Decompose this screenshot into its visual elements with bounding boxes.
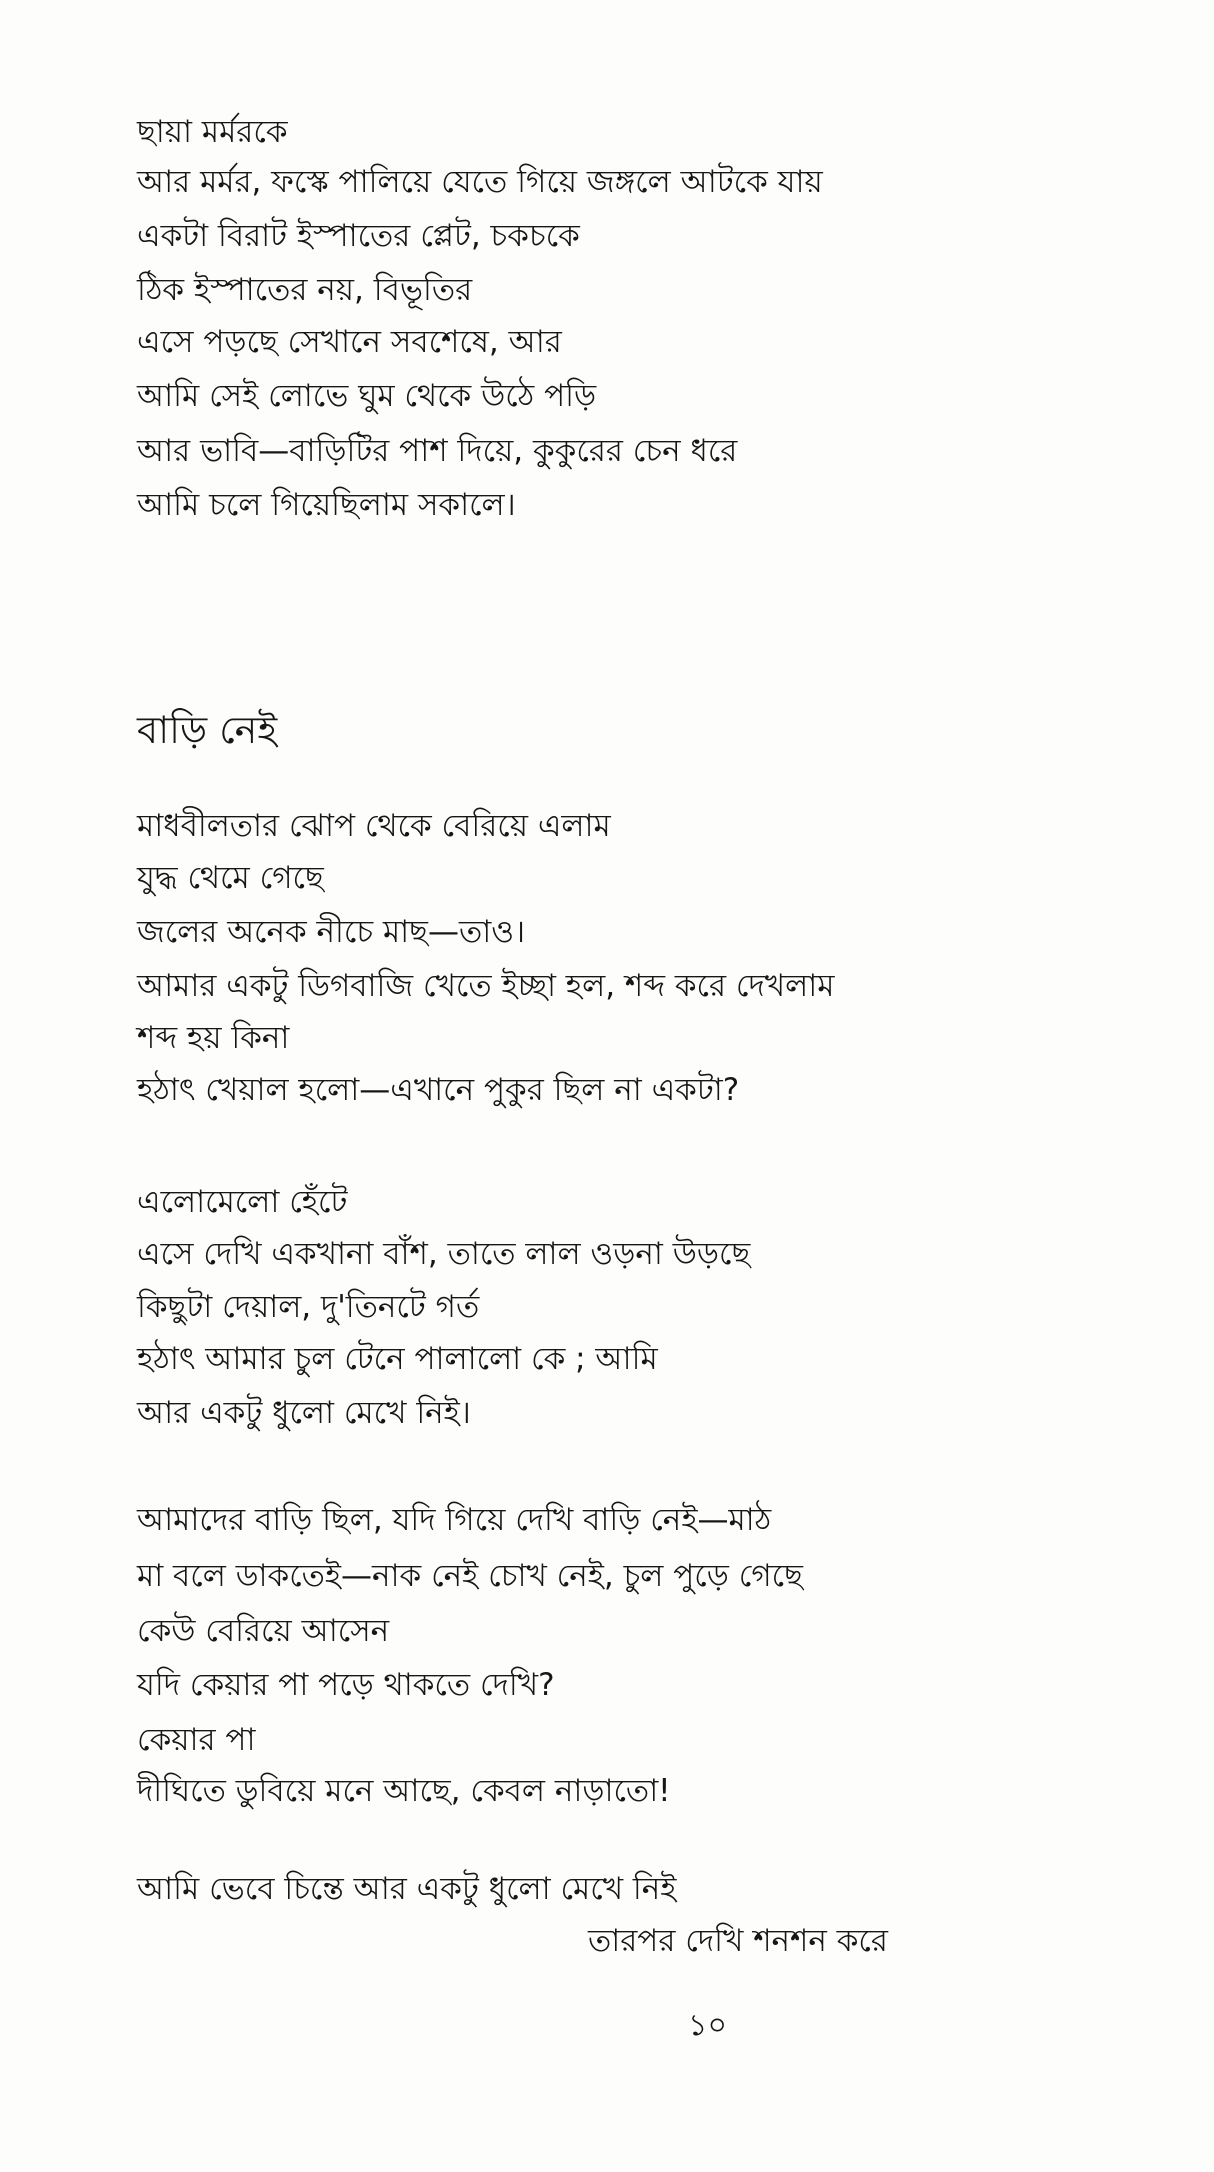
poem-line: আমার একটু ডিগবাজি খেতে ইচ্ছা হল, শব্দ করে দেখলাম (137, 968, 835, 1004)
poem-line: যদি কেয়ার পা পড়ে থাকতে দেখি? (137, 1667, 555, 1703)
poem-line: কেয়ার পা (137, 1722, 256, 1758)
poem-line: মাধবীলতার ঝোপ থেকে বেরিয়ে এলাম (137, 808, 611, 844)
poem-line: কিছুটা দেয়াল, দু'তিনটে গর্ত (137, 1289, 480, 1325)
poem-line-indented: তারপর দেখি শনশন করে (588, 1923, 888, 1959)
poem-line: ছায়া মর্মরকে (137, 114, 288, 150)
poem-line: একটা বিরাট ইস্পাতের প্লেট, চকচকে (137, 218, 580, 254)
poem-line: আমাদের বাড়ি ছিল, যদি গিয়ে দেখি বাড়ি নেই—মাঠ (137, 1502, 772, 1538)
poem-line: যুদ্ধ থেমে গেছে (137, 860, 324, 896)
poem-line: আমি চলে গিয়েছিলাম সকালে। (137, 487, 516, 523)
page-number: ১০ (688, 2008, 727, 2043)
poem-line: জলের অনেক নীচে মাছ—তাও। (137, 914, 526, 950)
poem-line: কেউ বেরিয়ে আসেন (137, 1613, 390, 1649)
poem-line: এসে পড়ছে সেখানে সবশেষে, আর (137, 324, 562, 360)
poem-line: মা বলে ডাকতেই—নাক নেই চোখ নেই, চুল পুড়ে গেছে (137, 1558, 803, 1594)
poem-line: এলোমেলো হেঁটে (137, 1184, 348, 1220)
poem-title: বাড়ি নেই (137, 708, 278, 752)
poem-line: আর ভাবি—বাড়িটির পাশ দিয়ে, কুকুরের চেন ধরে (137, 433, 738, 469)
poem-line: আমি ভেবে চিন্তে আর একটু ধুলো মেখে নিই (137, 1871, 677, 1907)
poem-line: আর একটু ধুলো মেখে নিই। (137, 1395, 471, 1431)
poem-line: আমি সেই লোভে ঘুম থেকে উঠে পড়ি (137, 378, 597, 414)
poem-line: হঠাৎ আমার চুল টেনে পালালো কে ; আমি (137, 1341, 658, 1377)
poem-line: এসে দেখি একখানা বাঁশ, তাতে লাল ওড়না উড়ছে (137, 1236, 751, 1272)
poem-line: শব্দ হয় কিনা (137, 1020, 290, 1056)
poem-line: হঠাৎ খেয়াল হলো—এখানে পুকুর ছিল না একটা? (137, 1072, 740, 1108)
poem-line: ঠিক ইস্পাতের নয়, বিভূতির (137, 272, 473, 308)
poem-line: দীঘিতে ডুবিয়ে মনে আছে, কেবল নাড়াতো! (137, 1773, 671, 1809)
poem-line: আর মর্মর, ফস্কে পালিয়ে যেতে গিয়ে জঙ্গলে আটকে যায় (137, 164, 823, 200)
